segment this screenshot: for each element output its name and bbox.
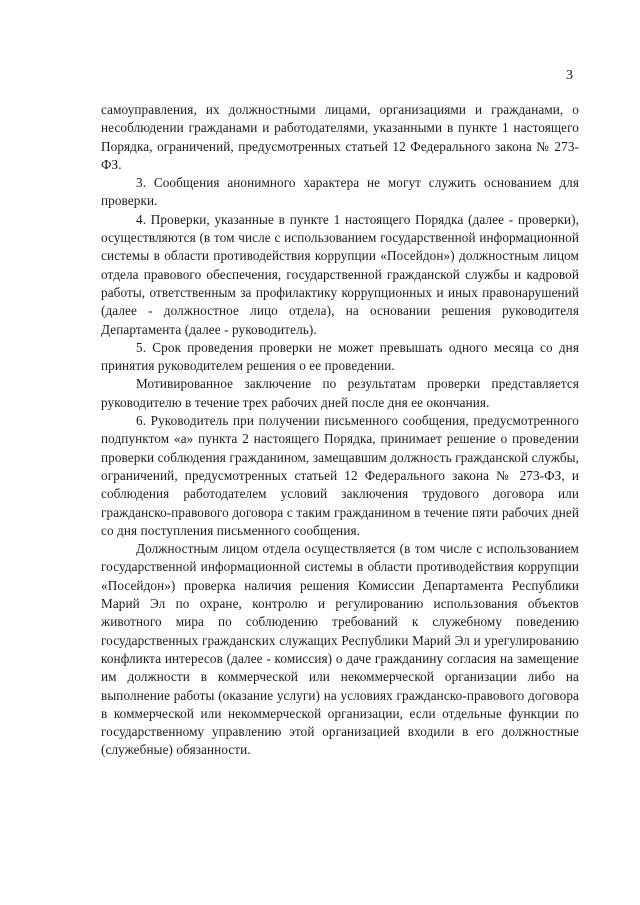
page-number: 3 — [566, 68, 573, 83]
paragraph-continuation: самоуправления, их должностными лицами, организациями и гражданами, о несоблюдении гражданами и работодателями, указанными в пункте 1 настоящего Порядка, ограничений, предусмотренных статьей 12 Федерального закона № 273-ФЗ. — [101, 102, 579, 172]
paragraph-3: 3. Сообщения анонимного характера не могут служить основанием для проверки. — [101, 175, 579, 209]
paragraph-5-conclusion: Мотивированное заключение по результатам проверки представляется руководителю в течение трех рабочих дней после дня ее окончания. — [101, 376, 579, 410]
paragraph-6: 6. Руководитель при получении письменного сообщения, предусмотренного подпунктом «а» пункта 2 настоящего Порядка, принимает решение о проведении проверки соблюдения гражданином, замещавшим должность гражданской службы, ограничений, предусмотренных статьей 12 Федерального закона № 273-ФЗ, и соблюдения работодателем условий заключения трудового договора или гражданско-правового договора с таким гражданином в течение пяти рабочих дней со дня поступления письменного сообщения. — [101, 413, 579, 538]
paragraph-6-check: Должностным лицом отдела осуществляется (в том числе с использованием государственной информационной системы в области противодействия коррупции «Посейдон») проверка наличия решения Комиссии Департамента Республики Марий Эл по охране, контролю и регулированию использования объектов животного мира по соблюдению требований к служебному поведению государственных гражданских служащих Республики Марий Эл и урегулированию конфликта интересов (далее - комиссия) о даче гражданину согласия на замещение им должности в коммерческой или некоммерческой организации либо на выполнение работы (оказание услуги) на условиях гражданско-правового договора в коммерческой или некоммерческой организации, если отдельные функции по государственному управлению этой организацией входили в его должностные (служебные) обязанности. — [101, 541, 579, 758]
document-body — [101, 101, 579, 760]
paragraph-4: 4. Проверки, указанные в пункте 1 настоящего Порядка (далее - проверки), осуществляются (в том числе с использованием государственной информационной системы в области противодействия коррупции «Посейдон») должностным лицом отдела правового обеспечения, государственной гражданской службы и кадровой работы, ответственным за профилактику коррупционных и иных правонарушений (далее - должностное лицо отдела), на основании решения руководителя Департамента (далее - руководитель). — [101, 211, 579, 337]
paragraph-5: 5. Срок проведения проверки не может превышать одного месяца со дня принятия руководителем решения о ее проведении. — [101, 339, 579, 374]
